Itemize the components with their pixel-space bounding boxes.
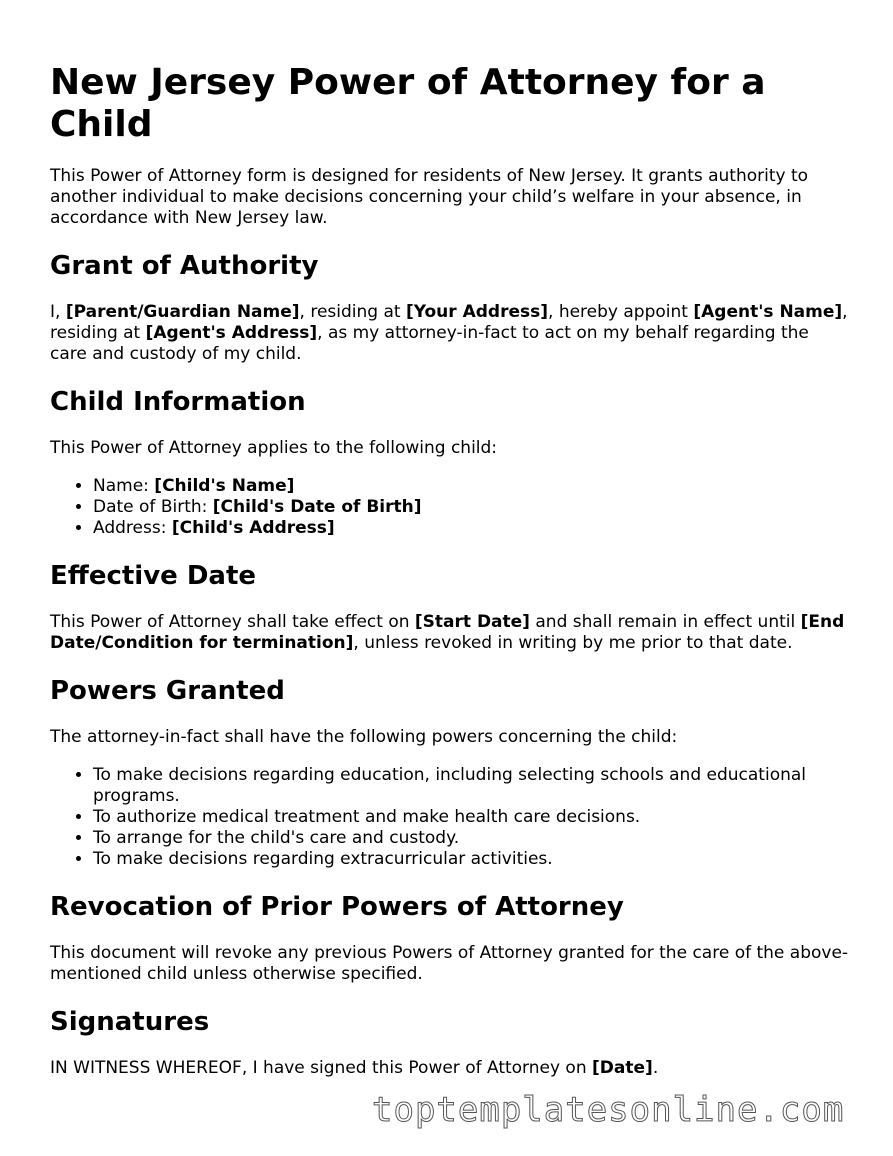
child-name-label: Name: (93, 476, 155, 496)
list-item: • To arrange for the child's care and custody. (93, 828, 850, 849)
end-date-placeholder: [End Date/Condition for termination] (50, 612, 845, 653)
effective-text-2: and shall remain in effect until (529, 612, 801, 632)
child-dob-placeholder: [Child's Date of Birth] (212, 497, 422, 517)
child-dob-label: Date of Birth: (93, 497, 213, 517)
signatures-text-1: IN WITNESS WHEREOF, I have signed this Power of Attorney on (50, 1058, 593, 1078)
your-address-placeholder: [Your Address] (405, 302, 549, 322)
powers-intro: The attorney-in-fact shall have the following powers concerning the child: (50, 727, 678, 747)
child-heading: Child Information (50, 387, 306, 417)
list-item: • To make decisions regarding education, including selecting schools and educational programs. (93, 765, 850, 807)
agent-address-placeholder: [Agent's Address] (145, 323, 318, 343)
child-address-label: Address: (93, 518, 172, 538)
signatures-heading: Signatures (50, 1007, 210, 1037)
document-title: New Jersey Power of Attorney for a Child (50, 62, 766, 145)
grant-heading: Grant of Authority (50, 251, 319, 281)
list-item: • To authorize medical treatment and make health care decisions. (93, 807, 850, 828)
child-details-list (50, 476, 850, 539)
effective-date-section (50, 560, 850, 654)
powers-granted-section (50, 675, 850, 870)
revocation-heading: Revocation of Prior Powers of Attorney (50, 892, 624, 922)
child-information-section (50, 386, 850, 539)
intro-paragraph: This Power of Attorney form is designed for residents of New Jersey. It grants authority to another individual to make decisions concerning your child’s welfare in your absence, in accordance with New Jersey law. (50, 166, 809, 228)
list-item (93, 476, 850, 497)
revocation-paragraph: This document will revoke any previous Powers of Attorney granted for the care of the above-mentioned child unless otherwise specified. (50, 943, 849, 984)
grant-text-3: , hereby appoint (548, 302, 694, 322)
signatures-section (50, 1006, 850, 1079)
grant-text-5: , as my attorney-in-fact to act on my behalf regarding the care and custody of my child. (50, 323, 809, 364)
effective-text-3: , unless revoked in writing by me prior to that date. (353, 633, 793, 653)
document-page (50, 0, 850, 1079)
grant-text-1: I, (50, 302, 66, 322)
watermark: toptemplatesonline.com (372, 1090, 845, 1130)
child-address-placeholder: [Child's Address] (171, 518, 335, 538)
effective-heading: Effective Date (50, 561, 257, 591)
grant-text-2: , residing at (299, 302, 406, 322)
list-item (93, 497, 850, 518)
revocation-section (50, 891, 850, 985)
child-name-placeholder: [Child's Name] (154, 476, 295, 496)
signature-date-placeholder: [Date] (592, 1058, 653, 1078)
powers-list (50, 765, 850, 870)
grant-paragraph (50, 302, 850, 365)
effective-text-1: This Power of Attorney shall take effect on (50, 612, 415, 632)
grant-of-authority-section (50, 250, 850, 365)
powers-heading: Powers Granted (50, 676, 285, 706)
parent-name-placeholder: [Parent/Guardian Name] (65, 302, 300, 322)
list-item: • To make decisions regarding extracurricular activities. (93, 849, 850, 870)
signatures-text-2: . (652, 1058, 659, 1078)
grant-text-4: , residing at (50, 302, 848, 343)
effective-paragraph (50, 612, 850, 654)
signatures-paragraph (50, 1058, 850, 1079)
child-intro: This Power of Attorney applies to the following child: (50, 438, 498, 458)
agent-name-placeholder: [Agent's Name] (693, 302, 843, 322)
start-date-placeholder: [Start Date] (414, 612, 530, 632)
list-item (93, 518, 850, 539)
